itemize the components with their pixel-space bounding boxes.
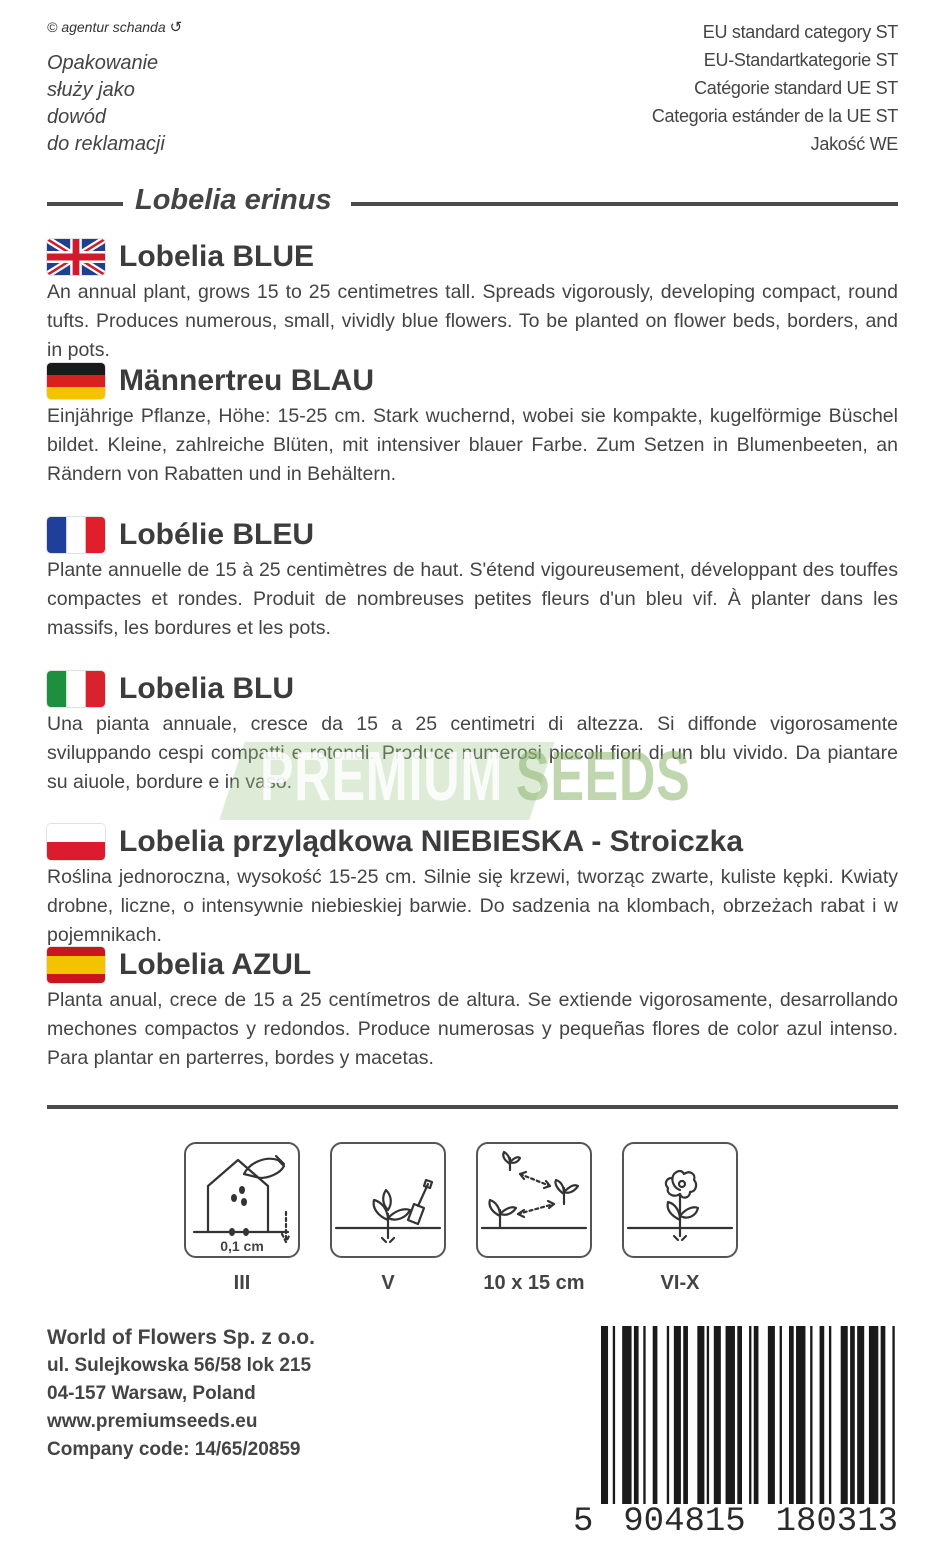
barcode-digit-group: 904815: [623, 1503, 746, 1541]
barcode-bar: [697, 1326, 704, 1504]
complaint-line: dowód: [47, 106, 106, 128]
barcode-bar: [754, 1326, 759, 1504]
barcode-bar: [726, 1326, 735, 1504]
company-info: [47, 1324, 315, 1464]
barcode-digit-group: 5: [573, 1503, 594, 1541]
barcode-bar: [789, 1326, 794, 1504]
eu-category-line: Categoria estánder de la UE ST: [651, 106, 898, 126]
barcode-bar: [780, 1326, 782, 1504]
sowing-indoor-icon: [184, 1142, 300, 1258]
watermark-word-premium: PREMIUM: [260, 737, 504, 815]
premium-seeds-watermark: [232, 732, 722, 820]
copyright-symbol: ©: [47, 19, 58, 35]
spacing-label: 10 x 15 cm: [483, 1272, 585, 1294]
eu-category-block: [652, 18, 898, 158]
barcode-bar: [810, 1326, 812, 1504]
copyright-text: agentur schanda: [61, 19, 166, 35]
sowing-month-label: III: [233, 1272, 251, 1294]
flowering-icon: [622, 1142, 738, 1258]
section-body: An annual plant, grows 15 to 25 centimetres tall. Spreads vigorously, developing compact, round tufts. Produces numerous, small, vividly blue flowers. To be planted on flower beds, borders, and in pots.: [47, 281, 898, 361]
barcode-bar: [820, 1326, 825, 1504]
cultivation-labels: [184, 1272, 738, 1295]
uk-flag-icon: [47, 239, 105, 275]
section-body: Una pianta annuale, cresce da 15 a 25 centimetri di altezza. Si diffonde vigorosamente sviluppando cespi compatti e rotondi. Produce numerosi piccoli fiori di un blu vivido. Da piantare su aiuole, bordure e in vaso.: [47, 713, 898, 793]
section-title: Lobelia BLUE: [119, 240, 315, 273]
schanda-logo-icon: ↺: [169, 19, 183, 36]
barcode-bar: [707, 1326, 709, 1504]
bottom-divider: [47, 1105, 898, 1109]
species-rule-right: [351, 202, 898, 206]
es-flag-icon: [47, 947, 105, 983]
spacing-icon: [476, 1142, 592, 1258]
planting-month-label: V: [381, 1272, 395, 1294]
section-body: Roślina jednoroczna, wysokość 15-25 cm. Silnie się krzewi, tworząc zwarte, kuliste kępki. Kwiaty drobne, liczne, o intensywnie niebieskiej barwie. Do sadzenia na klombach, obrzeżach rabat i w pojemnikach.: [47, 866, 898, 946]
it-flag-icon: [47, 671, 105, 707]
barcode-bar: [714, 1326, 721, 1504]
section-de: [47, 361, 898, 489]
barcode-bar: [653, 1326, 658, 1504]
company-street: ul. Sulejkowska 56/58 lok 215: [47, 1355, 312, 1376]
company-website: www.premiumseeds.eu: [47, 1411, 258, 1432]
complaint-notice: [47, 50, 165, 158]
complaint-line: do reklamacji: [47, 133, 165, 155]
company-city: 04-157 Warsaw, Poland: [47, 1383, 256, 1404]
barcode-bar: [857, 1326, 864, 1504]
barcode-bar: [622, 1326, 631, 1504]
section-title: Lobélie BLEU: [119, 518, 315, 551]
species-name: Lobelia erinus: [135, 184, 332, 216]
barcode-bar: [881, 1326, 886, 1504]
ean-barcode: [573, 1326, 898, 1541]
barcode-bar: [796, 1326, 805, 1504]
barcode-bar: [737, 1326, 742, 1504]
barcode-bar: [643, 1326, 645, 1504]
section-pl: [47, 822, 898, 950]
section-title: Lobelia BLU: [119, 672, 295, 705]
barcode-bars-icon: [573, 1326, 898, 1511]
barcode-bar: [892, 1326, 894, 1504]
section-body: Einjährige Pflanze, Höhe: 15-25 cm. Stark wuchernd, wobei sie kompakte, kugelförmige Büschel bildet. Kleine, zahlreiche Blüten, mit intensiver blauer Farbe. Zum Setzen in Blumenbeeten, an Rändern von Rabatten und in Behältern.: [47, 405, 898, 485]
barcode-bar: [613, 1326, 615, 1504]
planting-out-icon: [330, 1142, 446, 1258]
barcode-bar: [869, 1326, 878, 1504]
complaint-line: Opakowanie: [47, 52, 159, 74]
copyright-notice: [47, 18, 182, 36]
flowering-months-label: VI-X: [660, 1272, 700, 1294]
barcode-bar: [768, 1326, 775, 1504]
barcode-bar: [850, 1326, 855, 1504]
species-rule-left: [47, 202, 123, 206]
sowing-depth: 0,1 cm: [220, 1238, 264, 1254]
section-en: [47, 237, 898, 365]
pl-flag-icon: [47, 824, 105, 860]
barcode-bar: [601, 1326, 608, 1504]
section-body: Plante annuelle de 15 à 25 centimètres de haut. S'étend vigoureusement, développant des touffes compactes et rondes. Produit de nombreuses petites fleurs d'un bleu vif. À planter dans les massifs, les bordures et les pots.: [47, 559, 898, 639]
barcode-bar: [829, 1326, 831, 1504]
barcode-bar: [674, 1326, 681, 1504]
section-title: Lobelia AZUL: [119, 948, 312, 981]
barcode-bar: [683, 1326, 688, 1504]
barcode-bar: [749, 1326, 751, 1504]
fr-flag-icon: [47, 517, 105, 553]
section-title: Lobelia przylądkowa NIEBIESKA - Stroiczka: [119, 825, 744, 858]
species-heading: [47, 184, 898, 220]
section-body: Planta anual, crece de 15 a 25 centímetros de altura. Se extiende vigorosamente, desarrollando mechones compactos y redondos. Produce numerosas y pequeñas flores de color azul intenso. Para plantar en parterres, bordes y macetas.: [47, 989, 898, 1069]
barcode-bar: [634, 1326, 639, 1504]
de-flag-icon: [47, 363, 105, 399]
section-es: [47, 945, 898, 1073]
barcode-bar: [667, 1326, 669, 1504]
eu-category-line: EU-Standartkategorie ST: [703, 50, 898, 70]
barcode-bar: [841, 1326, 848, 1504]
company-name: World of Flowers Sp. z o.o.: [47, 1326, 315, 1349]
eu-category-line: EU standard category ST: [702, 22, 898, 42]
eu-category-line: Catégorie standard UE ST: [694, 78, 898, 98]
cultivation-icons: [184, 1142, 738, 1258]
section-title: Männertreu BLAU: [119, 364, 375, 397]
section-fr: [47, 515, 898, 643]
watermark-word-seeds: SEEDS: [516, 737, 691, 815]
complaint-line: służy jako: [47, 79, 135, 101]
barcode-digit-group: 180313: [775, 1503, 898, 1541]
company-code: Company code: 14/65/20859: [47, 1439, 301, 1460]
eu-category-line: Jakość WE: [810, 134, 898, 154]
